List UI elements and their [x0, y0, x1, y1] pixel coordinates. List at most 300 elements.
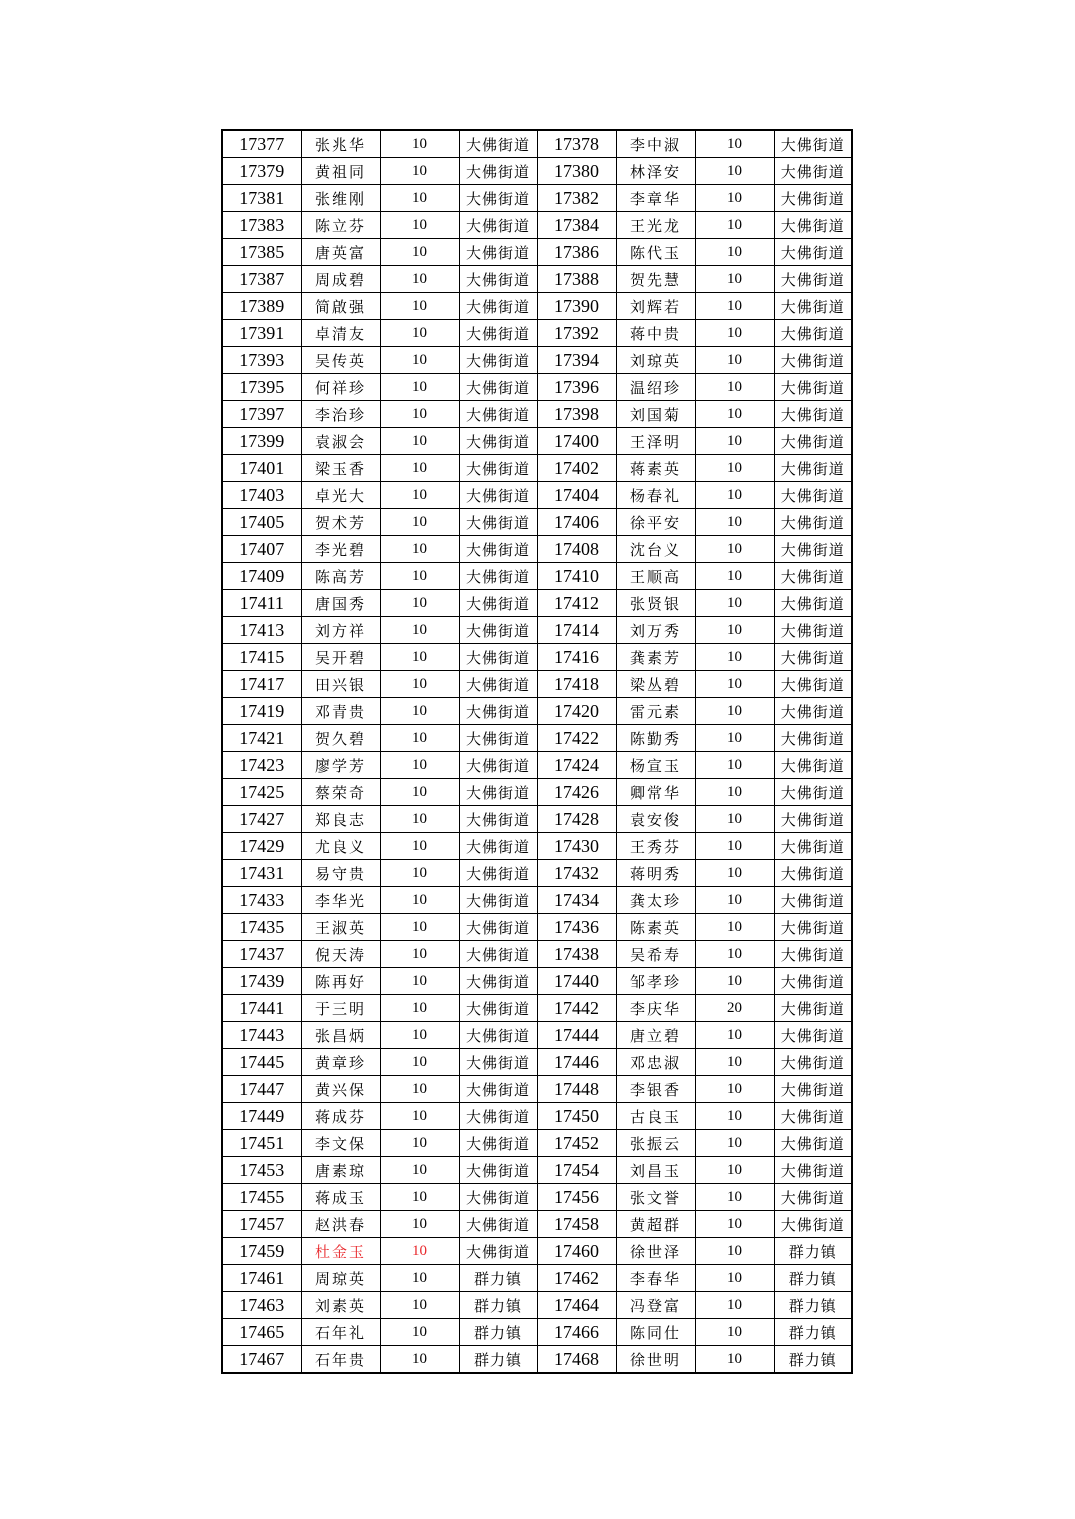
table-row — [222, 1022, 852, 1049]
record-number-cell: 17422 — [537, 725, 616, 752]
address-cell: 大佛街道 — [774, 1022, 852, 1049]
person-name-cell: 卓清友 — [301, 320, 380, 347]
address-cell: 大佛街道 — [459, 590, 537, 617]
person-name-cell: 张维刚 — [301, 185, 380, 212]
table-row — [222, 1319, 852, 1346]
table-row — [222, 806, 852, 833]
record-number-cell: 17403 — [222, 482, 301, 509]
address-cell: 大佛街道 — [774, 1184, 852, 1211]
address-cell: 大佛街道 — [459, 887, 537, 914]
table-row — [222, 347, 852, 374]
table-row — [222, 1292, 852, 1319]
person-name-cell: 黄兴保 — [301, 1076, 380, 1103]
person-name-cell: 廖学芳 — [301, 752, 380, 779]
person-name-cell: 周成碧 — [301, 266, 380, 293]
person-name-cell: 吴希寿 — [616, 941, 695, 968]
person-name-cell: 唐英富 — [301, 239, 380, 266]
table-row — [222, 698, 852, 725]
address-cell: 大佛街道 — [459, 806, 537, 833]
record-number-cell: 17385 — [222, 239, 301, 266]
record-number-cell: 17415 — [222, 644, 301, 671]
person-name-cell: 何祥珍 — [301, 374, 380, 401]
person-name-cell: 唐立碧 — [616, 1022, 695, 1049]
record-number-cell: 17457 — [222, 1211, 301, 1238]
person-name-cell: 龚素芳 — [616, 644, 695, 671]
amount-cell: 10 — [695, 860, 774, 887]
amount-cell: 10 — [380, 1265, 459, 1292]
amount-cell: 10 — [695, 644, 774, 671]
amount-cell: 10 — [695, 941, 774, 968]
amount-cell: 10 — [695, 968, 774, 995]
address-cell: 群力镇 — [774, 1292, 852, 1319]
amount-cell: 10 — [380, 293, 459, 320]
address-cell: 群力镇 — [774, 1319, 852, 1346]
amount-cell: 10 — [695, 1022, 774, 1049]
table-row — [222, 130, 852, 158]
person-name-cell: 张贤银 — [616, 590, 695, 617]
person-name-cell: 蒋成玉 — [301, 1184, 380, 1211]
person-name-cell: 陈高芳 — [301, 563, 380, 590]
address-cell: 大佛街道 — [774, 941, 852, 968]
record-number-cell: 17427 — [222, 806, 301, 833]
table-row — [222, 212, 852, 239]
address-cell: 群力镇 — [459, 1346, 537, 1374]
address-cell: 大佛街道 — [459, 428, 537, 455]
address-cell: 大佛街道 — [459, 1103, 537, 1130]
address-cell: 大佛街道 — [774, 1130, 852, 1157]
person-name-cell: 邓青贵 — [301, 698, 380, 725]
record-number-cell: 17397 — [222, 401, 301, 428]
amount-cell: 10 — [695, 266, 774, 293]
person-name-cell: 刘素英 — [301, 1292, 380, 1319]
person-name-cell: 王秀芬 — [616, 833, 695, 860]
amount-cell: 10 — [380, 1238, 459, 1265]
address-cell: 大佛街道 — [459, 941, 537, 968]
record-number-cell: 17451 — [222, 1130, 301, 1157]
record-number-cell: 17399 — [222, 428, 301, 455]
person-name-cell: 倪天涛 — [301, 941, 380, 968]
person-name-cell: 易守贵 — [301, 860, 380, 887]
amount-cell: 10 — [695, 1103, 774, 1130]
table-row — [222, 320, 852, 347]
record-number-cell: 17413 — [222, 617, 301, 644]
table-row — [222, 428, 852, 455]
person-name-cell: 石年礼 — [301, 1319, 380, 1346]
amount-cell: 10 — [695, 185, 774, 212]
person-name-cell: 梁玉香 — [301, 455, 380, 482]
table-row — [222, 833, 852, 860]
record-number-cell: 17448 — [537, 1076, 616, 1103]
amount-cell: 10 — [380, 1184, 459, 1211]
record-number-cell: 17396 — [537, 374, 616, 401]
record-number-cell: 17393 — [222, 347, 301, 374]
record-number-cell: 17438 — [537, 941, 616, 968]
address-cell: 大佛街道 — [459, 130, 537, 158]
record-number-cell: 17423 — [222, 752, 301, 779]
record-number-cell: 17409 — [222, 563, 301, 590]
person-name-cell: 徐世泽 — [616, 1238, 695, 1265]
record-number-cell: 17449 — [222, 1103, 301, 1130]
record-number-cell: 17381 — [222, 185, 301, 212]
person-name-cell: 王光龙 — [616, 212, 695, 239]
address-cell: 大佛街道 — [459, 158, 537, 185]
person-name-cell: 尤良义 — [301, 833, 380, 860]
table-row — [222, 644, 852, 671]
record-number-cell: 17407 — [222, 536, 301, 563]
person-name-cell: 陈代玉 — [616, 239, 695, 266]
person-name-cell: 蒋素英 — [616, 455, 695, 482]
record-number-cell: 17412 — [537, 590, 616, 617]
address-cell: 大佛街道 — [774, 482, 852, 509]
table-row — [222, 617, 852, 644]
record-number-cell: 17445 — [222, 1049, 301, 1076]
address-cell: 大佛街道 — [459, 1211, 537, 1238]
person-name-cell: 赵洪春 — [301, 1211, 380, 1238]
person-name-cell: 王泽明 — [616, 428, 695, 455]
table-row — [222, 185, 852, 212]
record-number-cell: 17402 — [537, 455, 616, 482]
address-cell: 大佛街道 — [459, 563, 537, 590]
address-cell: 大佛街道 — [774, 239, 852, 266]
address-cell: 大佛街道 — [459, 455, 537, 482]
record-number-cell: 17417 — [222, 671, 301, 698]
address-cell: 大佛街道 — [459, 725, 537, 752]
record-number-cell: 17454 — [537, 1157, 616, 1184]
record-number-cell: 17408 — [537, 536, 616, 563]
amount-cell: 10 — [695, 1346, 774, 1374]
amount-cell: 10 — [380, 617, 459, 644]
amount-cell: 10 — [695, 239, 774, 266]
address-cell: 大佛街道 — [459, 860, 537, 887]
record-number-cell: 17380 — [537, 158, 616, 185]
record-number-cell: 17421 — [222, 725, 301, 752]
person-name-cell: 陈素英 — [616, 914, 695, 941]
address-cell: 大佛街道 — [459, 779, 537, 806]
record-number-cell: 17382 — [537, 185, 616, 212]
amount-cell: 10 — [380, 590, 459, 617]
address-cell: 群力镇 — [774, 1265, 852, 1292]
record-number-cell: 17428 — [537, 806, 616, 833]
amount-cell: 10 — [380, 428, 459, 455]
address-cell: 大佛街道 — [459, 752, 537, 779]
address-cell: 大佛街道 — [459, 1022, 537, 1049]
address-cell: 大佛街道 — [459, 1238, 537, 1265]
address-cell: 大佛街道 — [459, 401, 537, 428]
record-number-cell: 17406 — [537, 509, 616, 536]
person-name-cell: 邓忠淑 — [616, 1049, 695, 1076]
amount-cell: 10 — [380, 644, 459, 671]
address-cell: 大佛街道 — [459, 482, 537, 509]
table-row — [222, 266, 852, 293]
address-cell: 大佛街道 — [774, 1103, 852, 1130]
person-name-cell: 袁淑会 — [301, 428, 380, 455]
address-cell: 大佛街道 — [774, 590, 852, 617]
address-cell: 大佛街道 — [459, 239, 537, 266]
table-row — [222, 590, 852, 617]
amount-cell: 10 — [695, 617, 774, 644]
record-number-cell: 17458 — [537, 1211, 616, 1238]
amount-cell: 10 — [695, 590, 774, 617]
amount-cell: 10 — [695, 1211, 774, 1238]
address-cell: 大佛街道 — [774, 833, 852, 860]
person-name-cell: 王淑英 — [301, 914, 380, 941]
amount-cell: 10 — [695, 779, 774, 806]
record-number-cell: 17387 — [222, 266, 301, 293]
record-number-cell: 17434 — [537, 887, 616, 914]
record-number-cell: 17398 — [537, 401, 616, 428]
amount-cell: 10 — [695, 752, 774, 779]
person-name-cell: 李银香 — [616, 1076, 695, 1103]
address-cell: 大佛街道 — [459, 617, 537, 644]
record-number-cell: 17455 — [222, 1184, 301, 1211]
address-cell: 大佛街道 — [459, 266, 537, 293]
person-name-cell: 贺久碧 — [301, 725, 380, 752]
amount-cell: 10 — [695, 1238, 774, 1265]
record-number-cell: 17418 — [537, 671, 616, 698]
person-name-cell: 郑良志 — [301, 806, 380, 833]
record-number-cell: 17383 — [222, 212, 301, 239]
amount-cell: 10 — [695, 1265, 774, 1292]
amount-cell: 10 — [380, 1103, 459, 1130]
address-cell: 大佛街道 — [459, 1184, 537, 1211]
amount-cell: 10 — [695, 293, 774, 320]
table-row — [222, 941, 852, 968]
person-name-cell: 李庆华 — [616, 995, 695, 1022]
address-cell: 大佛街道 — [459, 374, 537, 401]
person-name-cell: 刘方祥 — [301, 617, 380, 644]
address-cell: 大佛街道 — [459, 644, 537, 671]
record-number-cell: 17453 — [222, 1157, 301, 1184]
amount-cell: 10 — [380, 671, 459, 698]
person-name-cell: 李华光 — [301, 887, 380, 914]
amount-cell: 10 — [380, 347, 459, 374]
record-number-cell: 17432 — [537, 860, 616, 887]
amount-cell: 10 — [380, 698, 459, 725]
address-cell: 大佛街道 — [774, 860, 852, 887]
table-row — [222, 725, 852, 752]
person-name-cell: 温绍珍 — [616, 374, 695, 401]
person-name-cell: 陈勤秀 — [616, 725, 695, 752]
record-number-cell: 17465 — [222, 1319, 301, 1346]
address-cell: 大佛街道 — [774, 130, 852, 158]
table-row — [222, 158, 852, 185]
record-number-cell: 17466 — [537, 1319, 616, 1346]
amount-cell: 10 — [695, 887, 774, 914]
person-name-cell: 李中淑 — [616, 130, 695, 158]
record-number-cell: 17400 — [537, 428, 616, 455]
record-number-cell: 17439 — [222, 968, 301, 995]
address-cell: 大佛街道 — [774, 401, 852, 428]
address-cell: 大佛街道 — [459, 1130, 537, 1157]
record-number-cell: 17388 — [537, 266, 616, 293]
amount-cell: 10 — [695, 509, 774, 536]
table-row — [222, 509, 852, 536]
table-row — [222, 887, 852, 914]
person-name-cell: 蒋中贵 — [616, 320, 695, 347]
amount-cell: 10 — [380, 941, 459, 968]
table-row — [222, 1130, 852, 1157]
amount-cell: 10 — [380, 563, 459, 590]
amount-cell: 10 — [380, 833, 459, 860]
amount-cell: 10 — [695, 806, 774, 833]
address-cell: 大佛街道 — [774, 671, 852, 698]
person-name-cell: 沈台义 — [616, 536, 695, 563]
address-cell: 大佛街道 — [774, 995, 852, 1022]
address-cell: 群力镇 — [774, 1346, 852, 1374]
amount-cell: 10 — [380, 779, 459, 806]
amount-cell: 10 — [695, 671, 774, 698]
amount-cell: 10 — [695, 374, 774, 401]
record-number-cell: 17411 — [222, 590, 301, 617]
person-name-cell: 卓光大 — [301, 482, 380, 509]
amount-cell: 10 — [380, 1157, 459, 1184]
person-name-cell: 邹孝珍 — [616, 968, 695, 995]
table-row — [222, 752, 852, 779]
address-cell: 大佛街道 — [774, 185, 852, 212]
person-name-cell: 吴开碧 — [301, 644, 380, 671]
amount-cell: 10 — [380, 725, 459, 752]
record-number-cell: 17410 — [537, 563, 616, 590]
address-cell: 群力镇 — [774, 1238, 852, 1265]
table-row — [222, 779, 852, 806]
amount-cell: 10 — [695, 1157, 774, 1184]
address-cell: 大佛街道 — [774, 563, 852, 590]
address-cell: 大佛街道 — [774, 698, 852, 725]
person-name-cell: 袁安俊 — [616, 806, 695, 833]
person-name-cell: 蒋明秀 — [616, 860, 695, 887]
record-number-cell: 17443 — [222, 1022, 301, 1049]
record-number-cell: 17456 — [537, 1184, 616, 1211]
person-name-cell: 黄章珍 — [301, 1049, 380, 1076]
address-cell: 大佛街道 — [774, 887, 852, 914]
person-name-cell: 林泽安 — [616, 158, 695, 185]
roster-table — [221, 129, 853, 1374]
person-name-cell: 黄祖同 — [301, 158, 380, 185]
table-row — [222, 1049, 852, 1076]
person-name-cell: 吴传英 — [301, 347, 380, 374]
address-cell: 大佛街道 — [774, 1211, 852, 1238]
table-row — [222, 1076, 852, 1103]
address-cell: 群力镇 — [459, 1265, 537, 1292]
amount-cell: 10 — [380, 1130, 459, 1157]
address-cell: 大佛街道 — [774, 617, 852, 644]
address-cell: 大佛街道 — [774, 374, 852, 401]
amount-cell: 10 — [380, 860, 459, 887]
amount-cell: 10 — [695, 428, 774, 455]
person-name-cell: 王顺高 — [616, 563, 695, 590]
person-name-cell: 古良玉 — [616, 1103, 695, 1130]
record-number-cell: 17468 — [537, 1346, 616, 1374]
record-number-cell: 17395 — [222, 374, 301, 401]
table-row — [222, 1346, 852, 1374]
person-name-cell: 张振云 — [616, 1130, 695, 1157]
roster-body — [222, 130, 852, 1373]
record-number-cell: 17446 — [537, 1049, 616, 1076]
amount-cell: 10 — [380, 995, 459, 1022]
amount-cell: 10 — [380, 1076, 459, 1103]
person-name-cell: 贺先慧 — [616, 266, 695, 293]
record-number-cell: 17401 — [222, 455, 301, 482]
amount-cell: 20 — [695, 995, 774, 1022]
person-name-cell: 黄超群 — [616, 1211, 695, 1238]
amount-cell: 10 — [695, 914, 774, 941]
record-number-cell: 17430 — [537, 833, 616, 860]
record-number-cell: 17384 — [537, 212, 616, 239]
amount-cell: 10 — [380, 455, 459, 482]
person-name-cell: 雷元素 — [616, 698, 695, 725]
record-number-cell: 17404 — [537, 482, 616, 509]
person-name-cell: 简啟强 — [301, 293, 380, 320]
person-name-cell: 李章华 — [616, 185, 695, 212]
person-name-cell: 陈再好 — [301, 968, 380, 995]
address-cell: 大佛街道 — [774, 536, 852, 563]
person-name-cell: 蒋成芬 — [301, 1103, 380, 1130]
record-number-cell: 17386 — [537, 239, 616, 266]
amount-cell: 10 — [695, 347, 774, 374]
table-row — [222, 1238, 852, 1265]
address-cell: 大佛街道 — [774, 806, 852, 833]
address-cell: 大佛街道 — [774, 293, 852, 320]
address-cell: 大佛街道 — [774, 266, 852, 293]
record-number-cell: 17459 — [222, 1238, 301, 1265]
address-cell: 大佛街道 — [459, 212, 537, 239]
record-number-cell: 17452 — [537, 1130, 616, 1157]
record-number-cell: 17419 — [222, 698, 301, 725]
table-row — [222, 1103, 852, 1130]
person-name-cell: 李光碧 — [301, 536, 380, 563]
table-row — [222, 914, 852, 941]
person-name-cell: 刘昌玉 — [616, 1157, 695, 1184]
amount-cell: 10 — [380, 212, 459, 239]
amount-cell: 10 — [695, 401, 774, 428]
record-number-cell: 17462 — [537, 1265, 616, 1292]
person-name-cell: 张昌炳 — [301, 1022, 380, 1049]
amount-cell: 10 — [695, 1319, 774, 1346]
address-cell: 大佛街道 — [774, 725, 852, 752]
address-cell: 大佛街道 — [459, 293, 537, 320]
address-cell: 大佛街道 — [459, 1076, 537, 1103]
table-row — [222, 401, 852, 428]
person-name-cell: 李治珍 — [301, 401, 380, 428]
table-row — [222, 1184, 852, 1211]
table-row — [222, 455, 852, 482]
table-row — [222, 1157, 852, 1184]
amount-cell: 10 — [380, 1211, 459, 1238]
record-number-cell: 17394 — [537, 347, 616, 374]
person-name-cell: 于三明 — [301, 995, 380, 1022]
amount-cell: 10 — [380, 401, 459, 428]
address-cell: 大佛街道 — [459, 347, 537, 374]
address-cell: 大佛街道 — [774, 320, 852, 347]
record-number-cell: 17390 — [537, 293, 616, 320]
amount-cell: 10 — [695, 563, 774, 590]
table-row — [222, 671, 852, 698]
table-row — [222, 239, 852, 266]
amount-cell: 10 — [380, 1292, 459, 1319]
amount-cell: 10 — [380, 158, 459, 185]
address-cell: 大佛街道 — [459, 509, 537, 536]
amount-cell: 10 — [695, 455, 774, 482]
record-number-cell: 17379 — [222, 158, 301, 185]
person-name-cell: 刘万秀 — [616, 617, 695, 644]
amount-cell: 10 — [695, 320, 774, 347]
person-name-cell: 刘琼英 — [616, 347, 695, 374]
amount-cell: 10 — [695, 1130, 774, 1157]
address-cell: 大佛街道 — [774, 1049, 852, 1076]
record-number-cell: 17464 — [537, 1292, 616, 1319]
record-number-cell: 17389 — [222, 293, 301, 320]
address-cell: 大佛街道 — [774, 1157, 852, 1184]
